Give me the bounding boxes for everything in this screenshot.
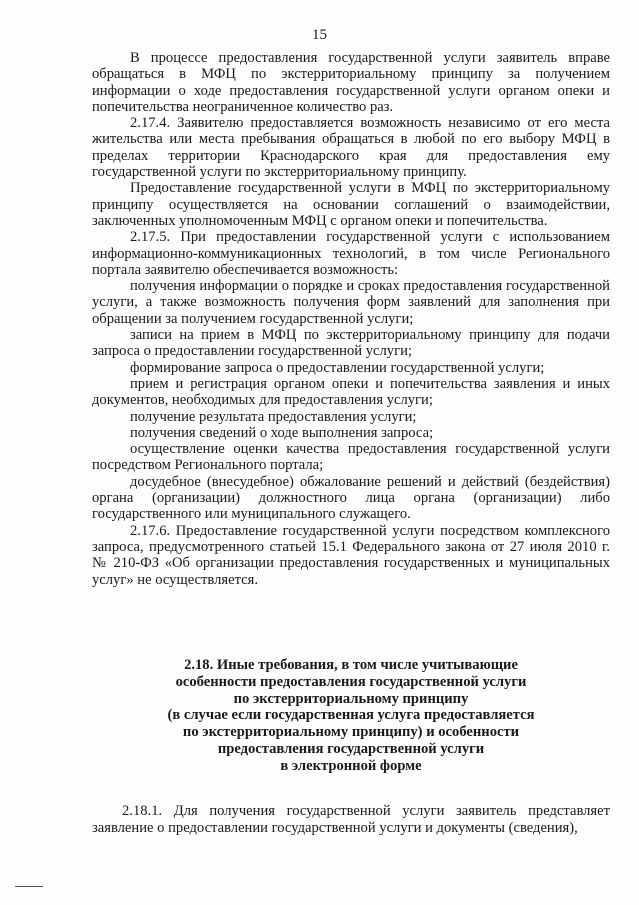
list-item: записи на прием в МФЦ по экстерриториальному принципу для подачи запроса о предоставлении государственной услуги;	[92, 327, 610, 360]
list-item: получение результата предоставления услуги;	[130, 408, 417, 425]
paragraph-2-17-6: 2.17.6. Предоставление государственной услуги посредством комплексного запроса, предусмотренного статьей 15.1 Федерального закона от 27 июля 2010 г. № 210-ФЗ «Об организации предоставления государственных и муниципальных услуг» не осуществляется.	[92, 522, 610, 588]
paragraph-extraterritorial-info: В процессе предоставления государственной услуги заявитель вправе обращаться в МФЦ по экстерриториальному принципу за получением информации о ходе предоставления государственной услуги органом опеки и попечительства неограниченное количество раз.	[92, 50, 610, 115]
paragraph-mfc-agreements: Предоставление государственной услуги в МФЦ по экстерриториальному принципу осуществляется на основании соглашений о взаимодействии, заключенных уполномоченным МФЦ с органом опеки и попечительства.	[92, 180, 610, 229]
list-item: получения информации о порядке и сроках предоставления государственной услуги, а также возможность получения форм заявлений для заполнения при обращении за получением государственной услуги;	[92, 278, 610, 327]
heading-line: по экстерриториальному принципу	[233, 690, 469, 707]
heading-line: 2.18. Иные требования, в том числе учитывающие	[184, 657, 518, 673]
list-item: прием и регистрация органом опеки и попечительства заявления и иных документов, необходимых для предоставления услуги;	[92, 375, 610, 409]
list-item: формирование запроса о предоставлении государственной услуги;	[130, 359, 545, 376]
heading-line: по экстерриториальному принципу) и особенности	[182, 724, 520, 741]
section-heading-2-18	[92, 657, 610, 775]
heading-line: предоставления государственной услуги	[217, 740, 485, 757]
list-item: досудебное (внесудебное) обжалование решений и действий (бездействия) органа (организации) должностного лица органа (организации) либо государственного или муниципального служащего.	[92, 473, 610, 523]
page-number: 15	[312, 27, 327, 43]
footer-divider	[15, 886, 43, 887]
paragraph-2-17-4: 2.17.4. Заявителю предоставляется возможность независимо от его места жительства или места пребывания обращаться в любой по его выбору МФЦ в пределах территории Краснодарского края для предоставления ему государственной услуги по экстерриториальному принципу.	[92, 115, 610, 181]
document-body	[92, 50, 610, 588]
heading-line: особенности предоставления государственной услуги	[175, 673, 527, 690]
paragraph-2-18-1: 2.18.1. Для получения государственной услуги заявитель представляет заявление о предоставлении государственной услуги и документы (сведения),	[92, 803, 610, 836]
heading-line: в электронной форме	[280, 757, 422, 774]
section-2-18-1	[92, 803, 610, 837]
paragraph-2-17-5: 2.17.5. При предоставлении государственной услуги с использованием информационно-коммуникационных технологий, в том числе Регионального портала заявителю обеспечивается возможность:	[92, 229, 610, 278]
list-item: получения сведений о ходе выполнения запроса;	[130, 424, 434, 441]
list-item: осуществление оценки качества предоставления государственной услуги посредством Регионального портала;	[92, 441, 610, 474]
heading-line: (в случае если государственная услуга предоставляется	[167, 707, 535, 724]
